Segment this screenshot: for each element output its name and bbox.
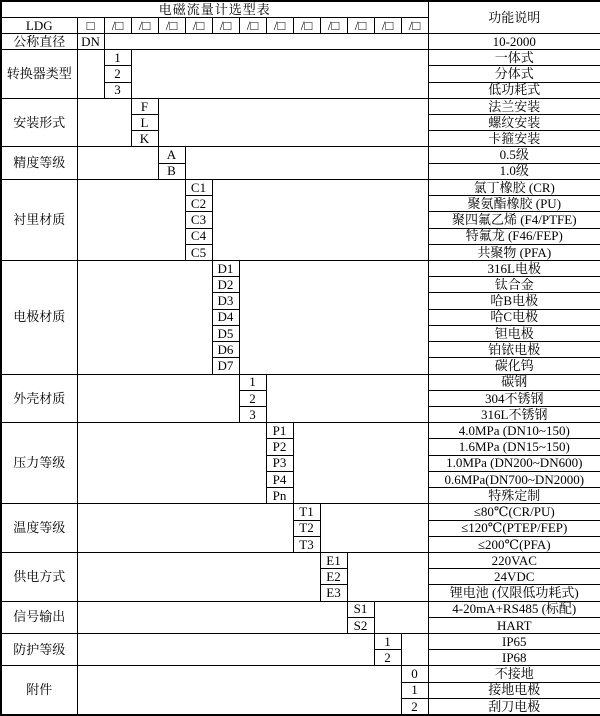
spacer-cell: [239, 261, 428, 375]
option-desc-cell: 不接地: [428, 666, 600, 682]
option-code-cell: D7: [212, 358, 239, 374]
option-desc-cell: 哈B电极: [428, 293, 600, 309]
option-desc-cell: 220VAC: [428, 552, 600, 568]
option-desc-cell: 法兰安装: [428, 98, 600, 114]
option-desc-cell: 接地电极: [428, 682, 600, 698]
option-desc-cell: 碳化钨: [428, 358, 600, 374]
option-code-cell: D5: [212, 325, 239, 341]
category-label: 公称直径: [1, 33, 77, 49]
model-code-box: □: [77, 17, 104, 33]
option-code-cell: 1: [104, 50, 131, 66]
option-code-cell: K: [131, 131, 158, 147]
option-desc-cell: 0.5级: [428, 147, 600, 163]
table-title: 电磁流量计选型表: [1, 1, 428, 17]
option-desc-cell: 分体式: [428, 66, 600, 82]
option-code-cell: F: [131, 98, 158, 114]
option-code-cell: A: [158, 147, 185, 163]
option-code-cell: 2: [374, 650, 401, 666]
option-code-cell: E3: [320, 585, 347, 601]
spacer-cell: [77, 504, 293, 553]
option-desc-cell: 10-2000: [428, 33, 600, 49]
option-desc-cell: 0.6MPa(DN700~DN2000): [428, 471, 600, 487]
model-code-box: /□: [347, 17, 374, 33]
option-desc-cell: 螺纹安装: [428, 115, 600, 131]
spacer-cell: [77, 601, 347, 633]
option-code-cell: 2: [104, 66, 131, 82]
option-desc-cell: 锂电池 (仅限低功耗式): [428, 585, 600, 601]
option-desc-cell: 特氟龙 (F46/FEP): [428, 228, 600, 244]
option-code-cell: 1: [401, 682, 428, 698]
option-code-cell: B: [158, 163, 185, 179]
function-column-header: 功能说明: [428, 1, 600, 33]
option-desc-cell: 卡箍安装: [428, 131, 600, 147]
spacer-cell: [293, 423, 428, 504]
option-code-cell: D3: [212, 293, 239, 309]
option-code-cell: 1: [239, 374, 266, 390]
option-code-cell: D1: [212, 261, 239, 277]
option-desc-cell: 4.0MPa (DN10~150): [428, 423, 600, 439]
spacer-cell: [374, 601, 428, 633]
spacer-cell: [77, 634, 374, 666]
model-code-box: /□: [320, 17, 347, 33]
option-code-cell: C2: [185, 196, 212, 212]
option-desc-cell: 哈C电极: [428, 309, 600, 325]
option-desc-cell: 钛合金: [428, 277, 600, 293]
option-desc-cell: 4-20mA+RS485 (标配): [428, 601, 600, 617]
option-code-cell: 3: [239, 406, 266, 422]
option-code-cell: C3: [185, 212, 212, 228]
model-code-box: /□: [131, 17, 158, 33]
spacer-cell: [77, 50, 104, 99]
model-prefix-cell: LDG: [1, 17, 77, 33]
spacer-cell: [77, 423, 266, 504]
model-code-box: /□: [374, 17, 401, 33]
option-code-cell: DN: [77, 33, 104, 49]
option-desc-cell: 316L电极: [428, 261, 600, 277]
option-code-cell: C5: [185, 244, 212, 260]
option-desc-cell: 聚氨酯橡胶 (PU): [428, 196, 600, 212]
option-desc-cell: 304不锈钢: [428, 390, 600, 406]
spacer-cell: [77, 179, 185, 260]
option-desc-cell: 1.6MPa (DN15~150): [428, 439, 600, 455]
category-label: 精度等级: [1, 147, 77, 179]
option-desc-cell: 钽电极: [428, 325, 600, 341]
option-desc-cell: IP68: [428, 650, 600, 666]
model-code-box: /□: [158, 17, 185, 33]
option-desc-cell: 碳钢: [428, 374, 600, 390]
category-label: 电极材质: [1, 261, 77, 375]
category-label: 外壳材质: [1, 374, 77, 423]
spacer-cell: [320, 504, 428, 553]
option-code-cell: T1: [293, 504, 320, 520]
spacer-cell: [266, 374, 428, 423]
option-desc-cell: 聚四氟乙烯 (F4/PTFE): [428, 212, 600, 228]
option-desc-cell: 一体式: [428, 50, 600, 66]
model-code-box: /□: [185, 17, 212, 33]
spacer-cell: [77, 374, 239, 423]
option-desc-cell: HART: [428, 617, 600, 633]
option-desc-cell: 1.0MPa (DN200~DN600): [428, 455, 600, 471]
option-code-cell: 0: [401, 666, 428, 682]
option-code-cell: L: [131, 115, 158, 131]
option-code-cell: S1: [347, 601, 374, 617]
spacer-cell: [347, 552, 428, 601]
option-code-cell: 1: [374, 634, 401, 650]
spacer-cell: [77, 98, 131, 147]
option-desc-cell: 铂铱电极: [428, 342, 600, 358]
option-desc-cell: 316L不锈钢: [428, 406, 600, 422]
option-code-cell: P3: [266, 455, 293, 471]
option-code-cell: 2: [401, 698, 428, 715]
option-code-cell: D4: [212, 309, 239, 325]
spacer-cell: [77, 552, 320, 601]
option-desc-cell: 刮刀电极: [428, 698, 600, 715]
category-label: 安装形式: [1, 98, 77, 147]
option-code-cell: D2: [212, 277, 239, 293]
category-label: 供电方式: [1, 552, 77, 601]
spacer-cell: [158, 98, 428, 147]
model-code-box: /□: [401, 17, 428, 33]
category-label: 附件: [1, 666, 77, 715]
category-label: 转换器类型: [1, 50, 77, 99]
option-code-cell: C1: [185, 179, 212, 195]
spacer-cell: [104, 33, 428, 49]
spacer-cell: [401, 634, 428, 666]
option-code-cell: Pn: [266, 488, 293, 504]
option-desc-cell: 24VDC: [428, 569, 600, 585]
category-label: 信号输出: [1, 601, 77, 633]
spacer-cell: [185, 147, 428, 179]
model-code-box: /□: [266, 17, 293, 33]
model-code-box: /□: [239, 17, 266, 33]
spacer-cell: [131, 50, 428, 99]
option-desc-cell: 低功耗式: [428, 82, 600, 98]
option-code-cell: T3: [293, 536, 320, 552]
option-desc-cell: ≤200℃(PFA): [428, 536, 600, 552]
spacer-cell: [77, 147, 158, 179]
option-desc-cell: 共聚物 (PFA): [428, 244, 600, 260]
option-code-cell: 3: [104, 82, 131, 98]
option-desc-cell: 氯丁橡胶 (CR): [428, 179, 600, 195]
option-desc-cell: 1.0级: [428, 163, 600, 179]
spacer-cell: [212, 179, 428, 260]
option-code-cell: T2: [293, 520, 320, 536]
category-label: 衬里材质: [1, 179, 77, 260]
category-label: 压力等级: [1, 423, 77, 504]
spacer-cell: [77, 666, 401, 715]
option-code-cell: C4: [185, 228, 212, 244]
category-label: 防护等级: [1, 634, 77, 666]
option-desc-cell: ≤80℃(CR/PU): [428, 504, 600, 520]
option-code-cell: E1: [320, 552, 347, 568]
option-code-cell: E2: [320, 569, 347, 585]
model-code-box: /□: [212, 17, 239, 33]
option-desc-cell: 特殊定制: [428, 488, 600, 504]
option-code-cell: P2: [266, 439, 293, 455]
spacer-cell: [77, 261, 212, 375]
option-code-cell: S2: [347, 617, 374, 633]
option-code-cell: P4: [266, 471, 293, 487]
option-code-cell: 2: [239, 390, 266, 406]
model-code-box: /□: [104, 17, 131, 33]
option-code-cell: D6: [212, 342, 239, 358]
option-desc-cell: ≤120℃(PTEP/FEP): [428, 520, 600, 536]
option-code-cell: P1: [266, 423, 293, 439]
option-desc-cell: IP65: [428, 634, 600, 650]
category-label: 温度等级: [1, 504, 77, 553]
model-code-box: /□: [293, 17, 320, 33]
